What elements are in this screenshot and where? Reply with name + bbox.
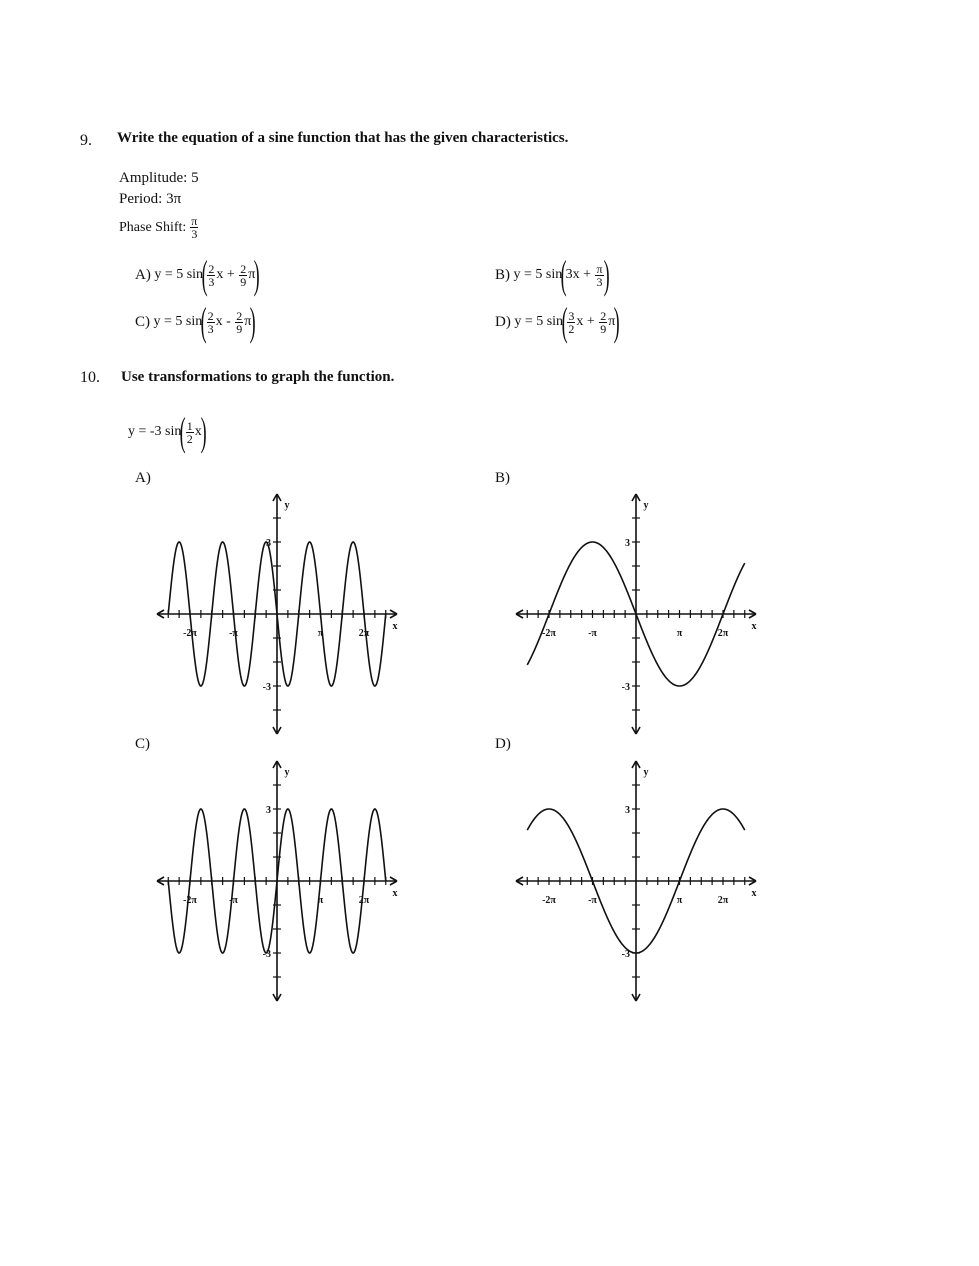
frac-num: 2 xyxy=(600,308,607,323)
y-tick-label-neg3: -3 xyxy=(621,949,630,960)
x-tick-label-neg2pi: -2π xyxy=(183,895,197,906)
x-tick-label-neg2pi: -2π xyxy=(542,628,556,639)
right-paren: ) xyxy=(254,252,261,297)
x-tick-label-2pi: 2π xyxy=(358,628,370,639)
x-tick-label-pi: π xyxy=(317,895,324,906)
right-paren: ) xyxy=(614,299,621,344)
frac-num: 3 xyxy=(568,308,575,323)
period-text: Period: 3π xyxy=(119,191,182,207)
x-tick-label-pi: π xyxy=(676,895,683,906)
x-axis-label: x xyxy=(751,621,757,632)
y-tick-label-neg3: -3 xyxy=(262,949,271,960)
x-tick-label-pi: π xyxy=(676,628,683,639)
graph-a[interactable] xyxy=(157,494,398,734)
x-tick-label-negpi: -π xyxy=(588,628,597,639)
option-a-mid: x + xyxy=(216,267,235,282)
frac-num: π xyxy=(596,261,603,276)
x-tick-label-negpi: -π xyxy=(588,895,597,906)
option-d-mid: x + xyxy=(576,314,595,329)
x-tick-label-2pi: 2π xyxy=(358,895,370,906)
frac-num: 1 xyxy=(186,418,193,433)
x-axis-label: x xyxy=(392,888,398,899)
left-paren: ( xyxy=(561,299,568,344)
frac-den: 2 xyxy=(186,431,193,446)
graph-d-label: D) xyxy=(495,736,511,752)
question-9-number: 9. xyxy=(80,132,92,149)
x-tick-label-pi: π xyxy=(317,628,324,639)
x-tick-label-2pi: 2π xyxy=(717,895,729,906)
y-axis-label: y xyxy=(643,500,649,511)
option-b-mid: 3x + xyxy=(565,267,591,282)
phase-den: 3 xyxy=(191,227,198,241)
frac-num: 2 xyxy=(240,261,247,276)
left-paren: ( xyxy=(200,299,207,344)
eq-tail: x xyxy=(194,424,202,439)
option-a-label: A) xyxy=(135,266,151,283)
right-paren: ) xyxy=(200,409,207,454)
frac-den: 9 xyxy=(236,321,243,336)
x-tick-label-negpi: -π xyxy=(229,628,238,639)
right-paren: ) xyxy=(603,252,610,297)
option-a-tail: π xyxy=(248,267,256,282)
frac-num: 2 xyxy=(208,261,215,276)
x-tick-label-2pi: 2π xyxy=(717,628,729,639)
option-c-label: C) xyxy=(135,313,150,330)
y-axis-label: y xyxy=(284,767,290,778)
amplitude-text: Amplitude: 5 xyxy=(119,170,199,186)
y-tick-label-3: 3 xyxy=(266,538,271,549)
x-axis-label: x xyxy=(751,888,757,899)
graph-c-label: C) xyxy=(135,736,150,752)
graph-a-label: A) xyxy=(135,470,151,486)
frac-den: 9 xyxy=(600,321,607,336)
option-d-prefix: y = 5 sin xyxy=(514,314,564,329)
frac-den: 3 xyxy=(596,274,603,289)
option-d-tail: π xyxy=(608,314,616,329)
graph-b-label: B) xyxy=(495,470,510,486)
x-tick-label-negpi: -π xyxy=(229,895,238,906)
frac-den: 3 xyxy=(208,274,215,289)
y-tick-label-neg3: -3 xyxy=(621,682,630,693)
phase-num: π xyxy=(191,214,198,228)
question-10-number: 10. xyxy=(80,369,100,386)
phase-shift-label: Phase Shift: xyxy=(119,220,187,235)
option-c-mid: x - xyxy=(215,314,231,329)
left-paren: ( xyxy=(560,252,567,297)
frac-den: 9 xyxy=(240,274,247,289)
frac-num: 2 xyxy=(207,308,214,323)
x-axis-label: x xyxy=(392,621,398,632)
right-paren: ) xyxy=(249,299,256,344)
left-paren: ( xyxy=(180,409,187,454)
option-b-label: B) xyxy=(495,266,510,283)
y-tick-label-3: 3 xyxy=(266,805,271,816)
option-b-prefix: y = 5 sin xyxy=(513,267,563,282)
frac-num: 2 xyxy=(236,308,243,323)
left-paren: ( xyxy=(201,252,208,297)
question-9-prompt: Write the equation of a sine function that has the given characteristics. xyxy=(117,130,569,146)
question-10-prompt: Use transformations to graph the function. xyxy=(121,369,395,385)
x-tick-label-neg2pi: -2π xyxy=(542,895,556,906)
y-tick-label-3: 3 xyxy=(625,805,630,816)
frac-den: 3 xyxy=(207,321,214,336)
option-c-prefix: y = 5 sin xyxy=(153,314,203,329)
frac-den: 2 xyxy=(568,321,575,336)
y-axis-label: y xyxy=(643,767,649,778)
eq-prefix: y = -3 sin xyxy=(128,424,182,439)
y-tick-label-neg3: -3 xyxy=(262,682,271,693)
graph-c[interactable] xyxy=(157,761,398,1001)
option-d-label: D) xyxy=(495,313,511,330)
y-axis-label: y xyxy=(284,500,290,511)
option-a-prefix: y = 5 sin xyxy=(154,267,204,282)
y-tick-label-3: 3 xyxy=(625,538,630,549)
x-tick-label-neg2pi: -2π xyxy=(183,628,197,639)
option-c-tail: π xyxy=(244,314,252,329)
graph-d[interactable] xyxy=(516,761,757,1001)
graph-b[interactable] xyxy=(516,494,757,734)
